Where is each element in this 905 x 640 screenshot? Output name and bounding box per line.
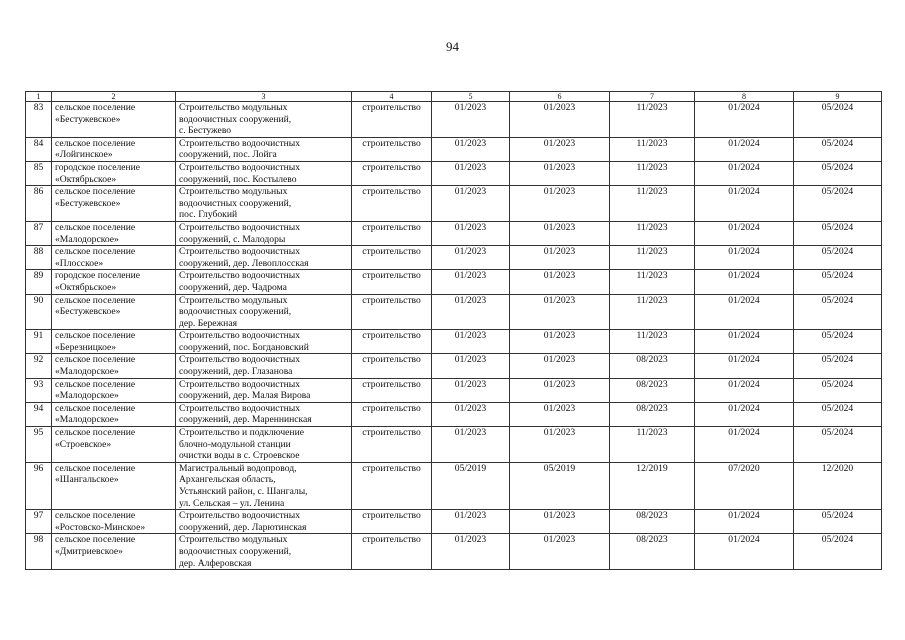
object-cell: Строительство водоочистных сооружений, пос. Богдановский <box>176 330 352 354</box>
date-cell-5: 01/2023 <box>432 102 510 138</box>
settlement-cell: сельское поселение «Шангальское» <box>52 462 176 509</box>
table-row <box>26 402 882 426</box>
row-number-cell: 94 <box>26 402 52 426</box>
object-cell: Строительство модульных водоочистных сооружений, дер. Бережная <box>176 294 352 330</box>
object-cell: Строительство водоочистных сооружений, пос. Костылево <box>176 161 352 185</box>
table-row <box>26 294 882 330</box>
work-type-cell: строительство <box>352 221 432 245</box>
date-cell-8: 01/2024 <box>695 186 794 222</box>
settlement-cell: сельское поселение «Строевское» <box>52 427 176 463</box>
object-cell: Строительство модульных водоочистных сооружений, дер. Алферовская <box>176 534 352 570</box>
date-cell-8: 01/2024 <box>695 102 794 138</box>
object-cell: Строительство модульных водоочистных сооружений, пос. Глубокий <box>176 186 352 222</box>
date-cell-7: 11/2023 <box>610 294 695 330</box>
object-cell: Строительство водоочистных сооружений, дер. Левоплосская <box>176 246 352 270</box>
date-cell-7: 11/2023 <box>610 270 695 294</box>
date-cell-6: 01/2023 <box>510 102 610 138</box>
table-row <box>26 462 882 509</box>
date-cell-6: 01/2023 <box>510 137 610 161</box>
header-row <box>26 92 882 102</box>
date-cell-8: 01/2024 <box>695 534 794 570</box>
date-cell-9: 05/2024 <box>794 294 882 330</box>
column-header: 9 <box>794 92 882 102</box>
settlement-cell: сельское поселение «Плосское» <box>52 246 176 270</box>
object-cell: Строительство водоочистных сооружений, дер. Малая Вирова <box>176 378 352 402</box>
date-cell-6: 01/2023 <box>510 246 610 270</box>
date-cell-6: 01/2023 <box>510 534 610 570</box>
date-cell-9: 05/2024 <box>794 270 882 294</box>
column-header: 5 <box>432 92 510 102</box>
date-cell-9: 05/2024 <box>794 378 882 402</box>
date-cell-6: 01/2023 <box>510 221 610 245</box>
date-cell-8: 01/2024 <box>695 246 794 270</box>
work-type-cell: строительство <box>352 330 432 354</box>
date-cell-8: 01/2024 <box>695 137 794 161</box>
table-row <box>26 186 882 222</box>
settlement-cell: сельское поселение «Малодорское» <box>52 221 176 245</box>
date-cell-7: 11/2023 <box>610 221 695 245</box>
date-cell-6: 01/2023 <box>510 330 610 354</box>
settlement-cell: сельское поселение «Лойгинское» <box>52 137 176 161</box>
row-number-cell: 83 <box>26 102 52 138</box>
date-cell-6: 05/2019 <box>510 462 610 509</box>
date-cell-7: 08/2023 <box>610 510 695 534</box>
settlement-cell: городское поселение «Октябрьское» <box>52 161 176 185</box>
date-cell-5: 01/2023 <box>432 221 510 245</box>
column-header: 4 <box>352 92 432 102</box>
date-cell-9: 05/2024 <box>794 186 882 222</box>
date-cell-5: 01/2023 <box>432 510 510 534</box>
date-cell-6: 01/2023 <box>510 402 610 426</box>
date-cell-9: 05/2024 <box>794 137 882 161</box>
date-cell-5: 01/2023 <box>432 378 510 402</box>
table-row <box>26 270 882 294</box>
object-cell: Строительство водоочистных сооружений, пос. Лойга <box>176 137 352 161</box>
work-type-cell: строительство <box>352 534 432 570</box>
row-number-cell: 84 <box>26 137 52 161</box>
table-row <box>26 354 882 378</box>
date-cell-9: 05/2024 <box>794 246 882 270</box>
date-cell-6: 01/2023 <box>510 378 610 402</box>
date-cell-5: 01/2023 <box>432 402 510 426</box>
settlement-cell: городское поселение «Октябрьское» <box>52 270 176 294</box>
date-cell-6: 01/2023 <box>510 427 610 463</box>
work-type-cell: строительство <box>352 137 432 161</box>
date-cell-5: 01/2023 <box>432 186 510 222</box>
page-number: 94 <box>446 39 459 54</box>
date-cell-9: 05/2024 <box>794 102 882 138</box>
date-cell-8: 01/2024 <box>695 402 794 426</box>
row-number-cell: 88 <box>26 246 52 270</box>
table-row <box>26 378 882 402</box>
row-number-cell: 90 <box>26 294 52 330</box>
date-cell-9: 05/2024 <box>794 427 882 463</box>
object-cell: Строительство водоочистных сооружений, дер. Глазанова <box>176 354 352 378</box>
row-number-cell: 97 <box>26 510 52 534</box>
date-cell-7: 08/2023 <box>610 402 695 426</box>
object-cell: Строительство водоочистных сооружений, дер. Ларютинская <box>176 510 352 534</box>
date-cell-8: 01/2024 <box>695 270 794 294</box>
date-cell-5: 01/2023 <box>432 534 510 570</box>
object-cell: Строительство водоочистных сооружений, дер. Чадрома <box>176 270 352 294</box>
date-cell-8: 01/2024 <box>695 427 794 463</box>
column-header: 8 <box>695 92 794 102</box>
date-cell-6: 01/2023 <box>510 510 610 534</box>
work-type-cell: строительство <box>352 294 432 330</box>
table-row <box>26 246 882 270</box>
date-cell-8: 01/2024 <box>695 161 794 185</box>
row-number-cell: 86 <box>26 186 52 222</box>
settlement-cell: сельское поселение «Бестужевское» <box>52 186 176 222</box>
work-type-cell: строительство <box>352 102 432 138</box>
table-row <box>26 427 882 463</box>
settlement-cell: сельское поселение «Бестужевское» <box>52 294 176 330</box>
row-number-cell: 95 <box>26 427 52 463</box>
date-cell-7: 11/2023 <box>610 330 695 354</box>
date-cell-5: 01/2023 <box>432 137 510 161</box>
row-number-cell: 87 <box>26 221 52 245</box>
table-row <box>26 534 882 570</box>
date-cell-5: 01/2023 <box>432 427 510 463</box>
date-cell-7: 11/2023 <box>610 246 695 270</box>
date-cell-7: 11/2023 <box>610 102 695 138</box>
date-cell-9: 12/2020 <box>794 462 882 509</box>
date-cell-5: 01/2023 <box>432 246 510 270</box>
date-cell-5: 01/2023 <box>432 330 510 354</box>
date-cell-5: 05/2019 <box>432 462 510 509</box>
date-cell-9: 05/2024 <box>794 534 882 570</box>
column-header: 2 <box>52 92 176 102</box>
settlement-cell: сельское поселение «Малодорское» <box>52 402 176 426</box>
work-type-cell: строительство <box>352 378 432 402</box>
object-cell: Магистральный водопровод, Архангельская область, Устьянский район, с. Шангалы, ул. Сельская – ул. Ленина <box>176 462 352 509</box>
date-cell-9: 05/2024 <box>794 402 882 426</box>
date-cell-7: 11/2023 <box>610 186 695 222</box>
column-header: 6 <box>510 92 610 102</box>
date-cell-6: 01/2023 <box>510 161 610 185</box>
row-number-cell: 92 <box>26 354 52 378</box>
row-number-cell: 93 <box>26 378 52 402</box>
date-cell-9: 05/2024 <box>794 330 882 354</box>
date-cell-7: 11/2023 <box>610 161 695 185</box>
row-number-cell: 91 <box>26 330 52 354</box>
date-cell-7: 08/2023 <box>610 378 695 402</box>
date-cell-8: 01/2024 <box>695 510 794 534</box>
table-row <box>26 221 882 245</box>
date-cell-6: 01/2023 <box>510 294 610 330</box>
date-cell-5: 01/2023 <box>432 354 510 378</box>
column-header: 7 <box>610 92 695 102</box>
settlement-cell: сельское поселение «Малодорское» <box>52 378 176 402</box>
date-cell-9: 05/2024 <box>794 221 882 245</box>
date-cell-7: 11/2023 <box>610 427 695 463</box>
table-row <box>26 137 882 161</box>
date-cell-6: 01/2023 <box>510 354 610 378</box>
object-cell: Строительство водоочистных сооружений, с. Малодоры <box>176 221 352 245</box>
column-header: 1 <box>26 92 52 102</box>
date-cell-8: 01/2024 <box>695 354 794 378</box>
work-type-cell: строительство <box>352 402 432 426</box>
work-type-cell: строительство <box>352 246 432 270</box>
settlement-cell: сельское поселение «Дмитриевское» <box>52 534 176 570</box>
object-cell: Строительство водоочистных сооружений, дер. Мареннинская <box>176 402 352 426</box>
table-row <box>26 330 882 354</box>
date-cell-7: 08/2023 <box>610 534 695 570</box>
settlement-cell: сельское поселение «Березницкое» <box>52 330 176 354</box>
table-row <box>26 510 882 534</box>
table-row <box>26 102 882 138</box>
settlement-cell: сельское поселение «Малодорское» <box>52 354 176 378</box>
object-cell: Строительство модульных водоочистных сооружений, с. Бестужево <box>176 102 352 138</box>
column-header: 3 <box>176 92 352 102</box>
object-cell: Строительство и подключение блочно-модульной станции очистки воды в с. Строевское <box>176 427 352 463</box>
settlement-cell: сельское поселение «Бестужевское» <box>52 102 176 138</box>
date-cell-9: 05/2024 <box>794 510 882 534</box>
date-cell-9: 05/2024 <box>794 161 882 185</box>
date-cell-8: 01/2024 <box>695 378 794 402</box>
row-number-cell: 96 <box>26 462 52 509</box>
table-row <box>26 161 882 185</box>
date-cell-5: 01/2023 <box>432 294 510 330</box>
work-type-cell: строительство <box>352 186 432 222</box>
work-type-cell: строительство <box>352 427 432 463</box>
row-number-cell: 85 <box>26 161 52 185</box>
register-table <box>25 91 882 570</box>
work-type-cell: строительство <box>352 354 432 378</box>
date-cell-8: 01/2024 <box>695 221 794 245</box>
work-type-cell: строительство <box>352 462 432 509</box>
date-cell-9: 05/2024 <box>794 354 882 378</box>
date-cell-5: 01/2023 <box>432 161 510 185</box>
date-cell-6: 01/2023 <box>510 186 610 222</box>
date-cell-7: 08/2023 <box>610 354 695 378</box>
settlement-cell: сельское поселение «Ростовско-Минское» <box>52 510 176 534</box>
work-type-cell: строительство <box>352 161 432 185</box>
row-number-cell: 89 <box>26 270 52 294</box>
date-cell-6: 01/2023 <box>510 270 610 294</box>
date-cell-5: 01/2023 <box>432 270 510 294</box>
date-cell-8: 01/2024 <box>695 330 794 354</box>
date-cell-7: 12/2019 <box>610 462 695 509</box>
work-type-cell: строительство <box>352 270 432 294</box>
work-type-cell: строительство <box>352 510 432 534</box>
date-cell-7: 11/2023 <box>610 137 695 161</box>
date-cell-8: 07/2020 <box>695 462 794 509</box>
row-number-cell: 98 <box>26 534 52 570</box>
date-cell-8: 01/2024 <box>695 294 794 330</box>
